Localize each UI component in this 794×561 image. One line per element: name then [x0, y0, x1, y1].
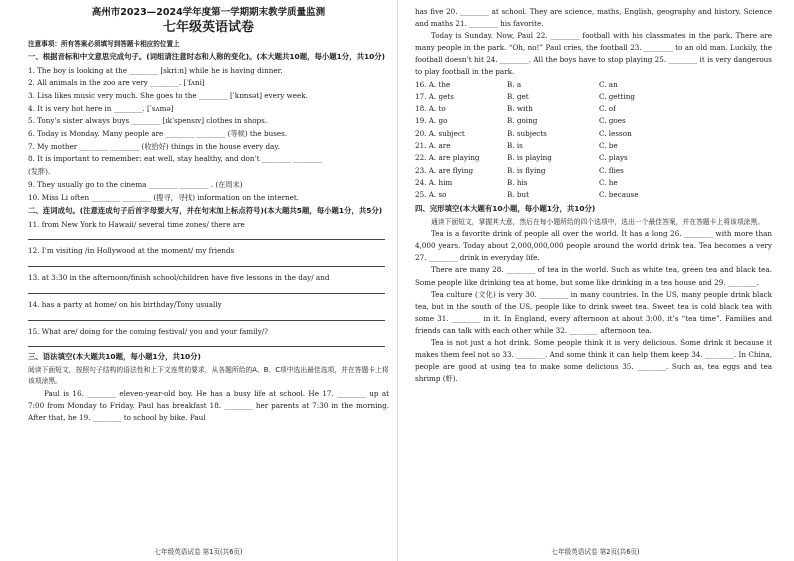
option: B. is flying — [507, 165, 546, 175]
answer-line — [28, 312, 385, 321]
options-grid — [415, 79, 772, 202]
section-4-intro: 通读下面短文，掌握其大意，然后在每小题所给的四个选项中，选出一个最佳答案，并在答题卡上将该项涂黑。 — [431, 218, 765, 227]
question-11: 11. from New York to Hawaii/ several time zones/ there are — [28, 219, 245, 229]
option: C. lesson — [599, 128, 632, 138]
answer-line — [28, 285, 385, 294]
question-8: 8. It is important to remember: eat well, stay healthy, and don’t ________ ________ — [28, 154, 322, 164]
tea-paragraph-3: Tea culture (文化) is very 30. ________ in many countries. In the US, many people drink black tea, but in the south of the US, people like to drink sweet tea. Sweet tea is cold black tea with some 31. ________ in it. In England, every afternoon at about 3:00, it’s “tea time”. Families and friends can talk with each other while 32. ________ afternoon tea. — [415, 289, 772, 335]
option: 17. A. gets — [415, 91, 454, 101]
question-1: 1. The boy is looking at the ________ [skriːn] while he is having dinner. — [28, 65, 283, 75]
option: C. be — [599, 141, 618, 151]
option: C. plays — [599, 153, 628, 163]
section-3-heading: 三、语法填空(本大题共10题，每小题1分，共10分) — [28, 352, 201, 362]
option: B. but — [507, 190, 529, 200]
option: C. of — [599, 104, 616, 114]
option: 22. A. are playing — [415, 153, 480, 163]
option: B. a — [507, 79, 522, 89]
question-14: 14. has a party at home/ on his birthday/Tony usually — [28, 299, 222, 309]
tea-paragraph-2: There are many 28. ________ of tea in the world. Such as white tea, green tea and black tea. Some people like drinking tea at home, but some like drinking in a tea house and 29. ________. — [415, 265, 772, 287]
option: B. get — [507, 91, 529, 101]
option: C. because — [599, 190, 639, 200]
option: 21. A. are — [415, 141, 451, 151]
option: B. is — [507, 141, 523, 151]
option: C. goes — [599, 116, 626, 126]
option: 23. A. are flying — [415, 165, 474, 175]
question-10: 10. Miss Li often ________ ________ (搜寻，寻找) information on the internet. — [28, 192, 300, 202]
option: C. flies — [599, 165, 624, 175]
option: 25. A. so — [415, 190, 447, 200]
option: 18. A. to — [415, 104, 446, 114]
question-5: 5. Tony’s sister always buys ________ [ɪkˈspensɪv] clothes in shops. — [28, 116, 268, 126]
option: 20. A. subject — [415, 128, 465, 138]
passage-paragraph: Today is Sunday. Now, Paul 22. ________ football with his classmates in the park. There are many people in the park. “Oh, no!” Paul cries, the football 23. ________ to an old man. Luckily, the football doesn’t hit 24. ________. All the boys have to stop playing 25. ________ it is very dangerous to play football in the park. — [415, 31, 772, 77]
question-15: 15. What are/ doing for the coming festival/ you and your family/? — [28, 326, 269, 336]
section-2-heading: 二、连词成句。(注意连成句子后首字母要大写，并在句末加上标点符号)(本大题共5题，每小题1分，共5分) — [28, 206, 383, 216]
question-2: 2. All animals in the zoo are very ________. [ˈfʌni] — [28, 78, 205, 88]
passage-paragraph: Paul is 16. ________ eleven-year-old boy. He has a busy life at school. He 17. ________ up at 7:00 from Monday to Friday. Paul has breakfast 18. ________ her parents at 7:30 in the morning. After that, he 19. ________ to school by bike. Paul — [28, 388, 389, 422]
paper-title: 七年级英语试卷 — [162, 20, 254, 35]
option: 24. A. him — [415, 177, 453, 187]
option: C. he — [599, 177, 618, 187]
exam-page-2 — [397, 0, 794, 561]
page-footer: 七年级英语试卷 第2页(共6页) — [551, 548, 640, 556]
option: 19. A. go — [415, 116, 448, 126]
section-1-heading: 一、根据音标和中文意思完成句子。(词组请注意时态和人称的变化)。(本大题共10题，每小题1分，共10分) — [28, 52, 386, 61]
answer-line — [28, 231, 385, 240]
page-footer: 七年级英语试卷 第1页(共6页) — [154, 548, 243, 556]
section-3-intro: 阅读下面短文，按照句子结构的语法性和上下文连贯的要求，从各题所给的A、B、C项中选出最佳选项，并在答题卡上将该项涂黑。 — [28, 365, 389, 386]
option: B. is playing — [507, 153, 552, 163]
option: 16. A. the — [415, 79, 451, 89]
question-13: 13. at 3:30 in the afternoon/finish school/children have five lessons in the day/ and — [28, 273, 330, 283]
answer-line — [28, 338, 385, 347]
tea-paragraph-4: Tea is not just a hot drink. Some people think it is very delicious. Some drink it because it makes them feel not so 33. ________. And some think it can help them keep 34. ________. In China, people are good at using tea to make some delicious 35. ________. Such as, tea eggs and tea shrimp (虾). — [415, 337, 772, 384]
question-8-cont: (发胖). — [28, 167, 51, 177]
option: C. getting — [599, 91, 635, 101]
question-9: 9. They usually go to the cinema ________ ________ . (在周末) — [28, 179, 243, 189]
exam-title: 高州市2023—2024学年度第一学期期末教学质量监测 — [91, 7, 326, 18]
notice: 注意事项：所有答案必须填写到答题卡相应的位置上 — [28, 40, 180, 48]
option: B. subjects — [507, 128, 547, 138]
option: B. with — [507, 104, 533, 114]
option: B. going — [507, 116, 538, 126]
section-4-heading: 四、完形填空(本大题有10小题，每小题1分，共10分) — [415, 203, 596, 213]
question-7: 7. My mother ________ ________ (收拾好) things in the house every day. — [28, 141, 280, 151]
tea-paragraph-1: Tea is a favorite drink of people all over the world. It has a long 26. ________ with more than 4,000 years. Today about 2,000,000,000 people around the world drink tea. Tea becomes a very 27. ________ drink in everyday life. — [415, 229, 772, 263]
question-3: 3. Lisa likes music very much. She goes to the ________ [ˈkɒnsət] every week. — [28, 90, 308, 100]
question-6: 6. Today is Monday. Many people are ________ ________ (等候) the buses. — [28, 129, 288, 139]
answer-line — [28, 258, 385, 267]
option: C. an — [599, 79, 618, 89]
option: B. his — [507, 177, 528, 187]
question-12: 12. I’m visiting /in Hollywood at the moment/ my friends — [28, 246, 235, 256]
passage-continuation: has five 20. ________ at school. They are science, maths, English, geography and history. Science and maths 21. ________ his favorite. — [415, 7, 772, 29]
question-4: 4. It is very hot here in ________. [ˈsʌmə] — [28, 103, 174, 113]
